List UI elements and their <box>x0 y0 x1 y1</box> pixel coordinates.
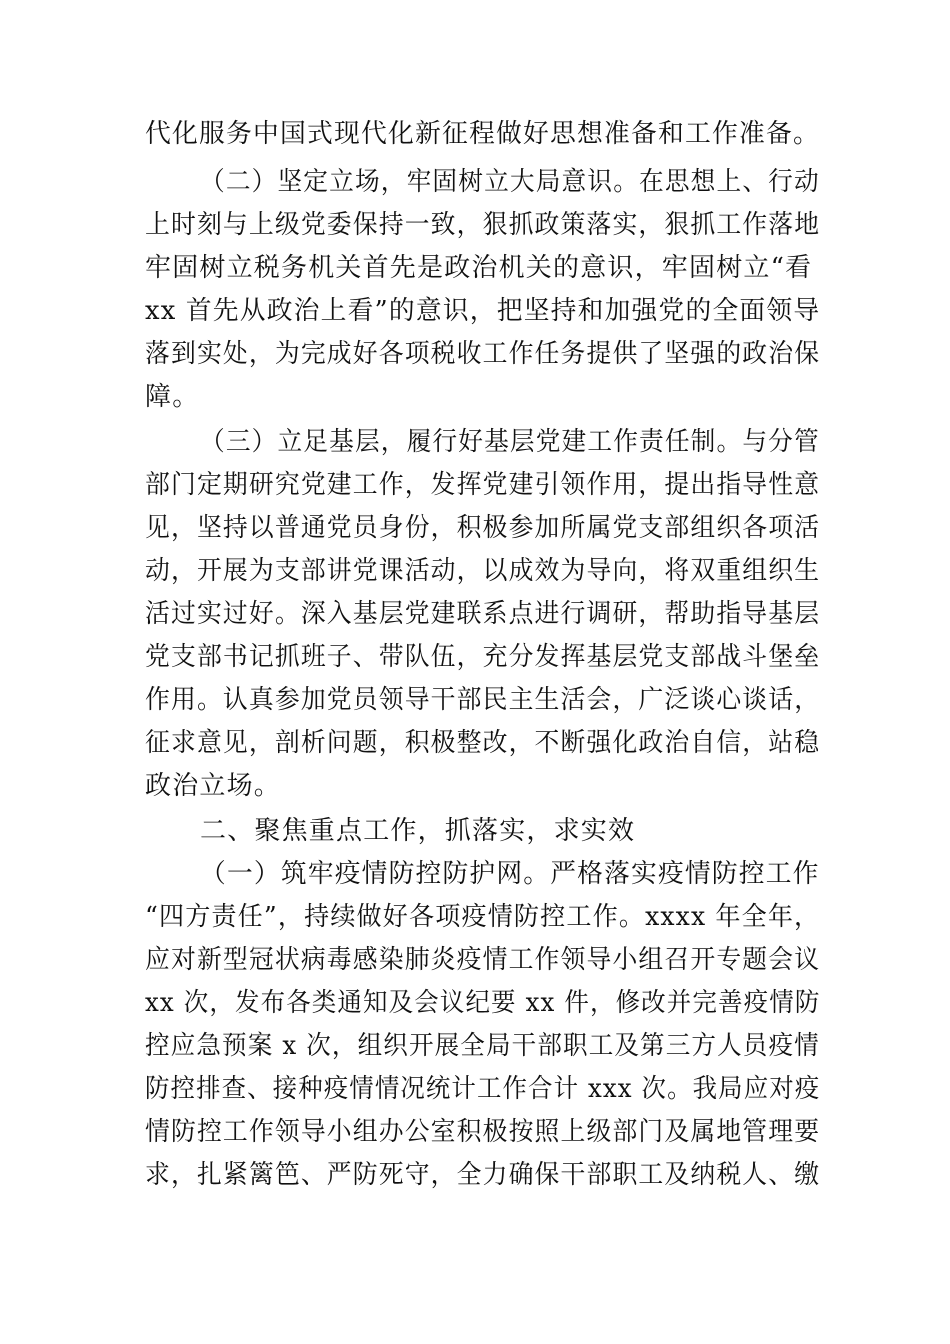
text-line: 部门定期研究党建工作，发挥党建引领作用，提出指导性意 <box>145 470 821 500</box>
text-line: 障。 <box>145 382 200 412</box>
text-line: 上时刻与上级党委保持一致，狠抓政策落实，狠抓工作落地 <box>145 210 821 240</box>
section-heading: （二）坚定立场，牢固树立大局意识。在思想上、行动 <box>200 167 820 197</box>
text-line: 代化服务中国式现代化新征程做好思想准备和工作准备。 <box>145 119 821 149</box>
text-line: 党支部书记抓班子、带队伍，充分发挥基层党支部战斗堡垒 <box>145 642 821 672</box>
text-line: 作用。认真参加党员领导干部民主生活会，广泛谈心谈话， <box>145 685 821 715</box>
text-line: “四方责任”，持续做好各项疫情防控工作。xxxx 年全年， <box>145 902 821 932</box>
text-line: 求，扎紧篱笆、严防死守，全力确保干部职工及纳税人、缴 <box>145 1160 821 1190</box>
text-line: 落到实处，为完成好各项税收工作任务提供了坚强的政治保 <box>145 339 821 369</box>
text-line: 活过实过好。深入基层党建联系点进行调研，帮助指导基层 <box>145 599 821 629</box>
text-line: 牢固树立税务机关首先是政治机关的意识，牢固树立“看 <box>145 253 813 283</box>
text-line: xx 首先从政治上看”的意识，把坚持和加强党的全面领导 <box>145 296 821 326</box>
text-line: 控应急预案 x 次，组织开展全局干部职工及第三方人员疫情 <box>145 1031 820 1061</box>
text-line: 见，坚持以普通党员身份，积极参加所属党支部组织各项活 <box>145 513 821 543</box>
text-line: 情防控工作领导小组办公室积极按照上级部门及属地管理要 <box>145 1117 821 1147</box>
text-line: xx 次，发布各类通知及会议纪要 xx 件，修改并完善疫情防 <box>145 988 821 1018</box>
text-line: 征求意见，剖析问题，积极整改，不断强化政治自信，站稳 <box>145 728 821 758</box>
section-heading: （一）筑牢疫情防控防护网。严格落实疫情防控工作 <box>200 859 820 889</box>
text-line: 动，开展为支部讲党课活动，以成效为导向，将双重组织生 <box>145 556 821 586</box>
text-line: 政治立场。 <box>145 771 282 801</box>
chapter-heading: 二、聚焦重点工作，抓落实，求实效 <box>200 816 636 846</box>
section-heading: （三）立足基层，履行好基层党建工作责任制。与分管 <box>200 427 820 457</box>
text-line: 防控排查、接种疫情情况统计工作合计 xxx 次。我局应对疫 <box>145 1074 821 1104</box>
text-line: 应对新型冠状病毒感染肺炎疫情工作领导小组召开专题会议 <box>145 945 821 975</box>
